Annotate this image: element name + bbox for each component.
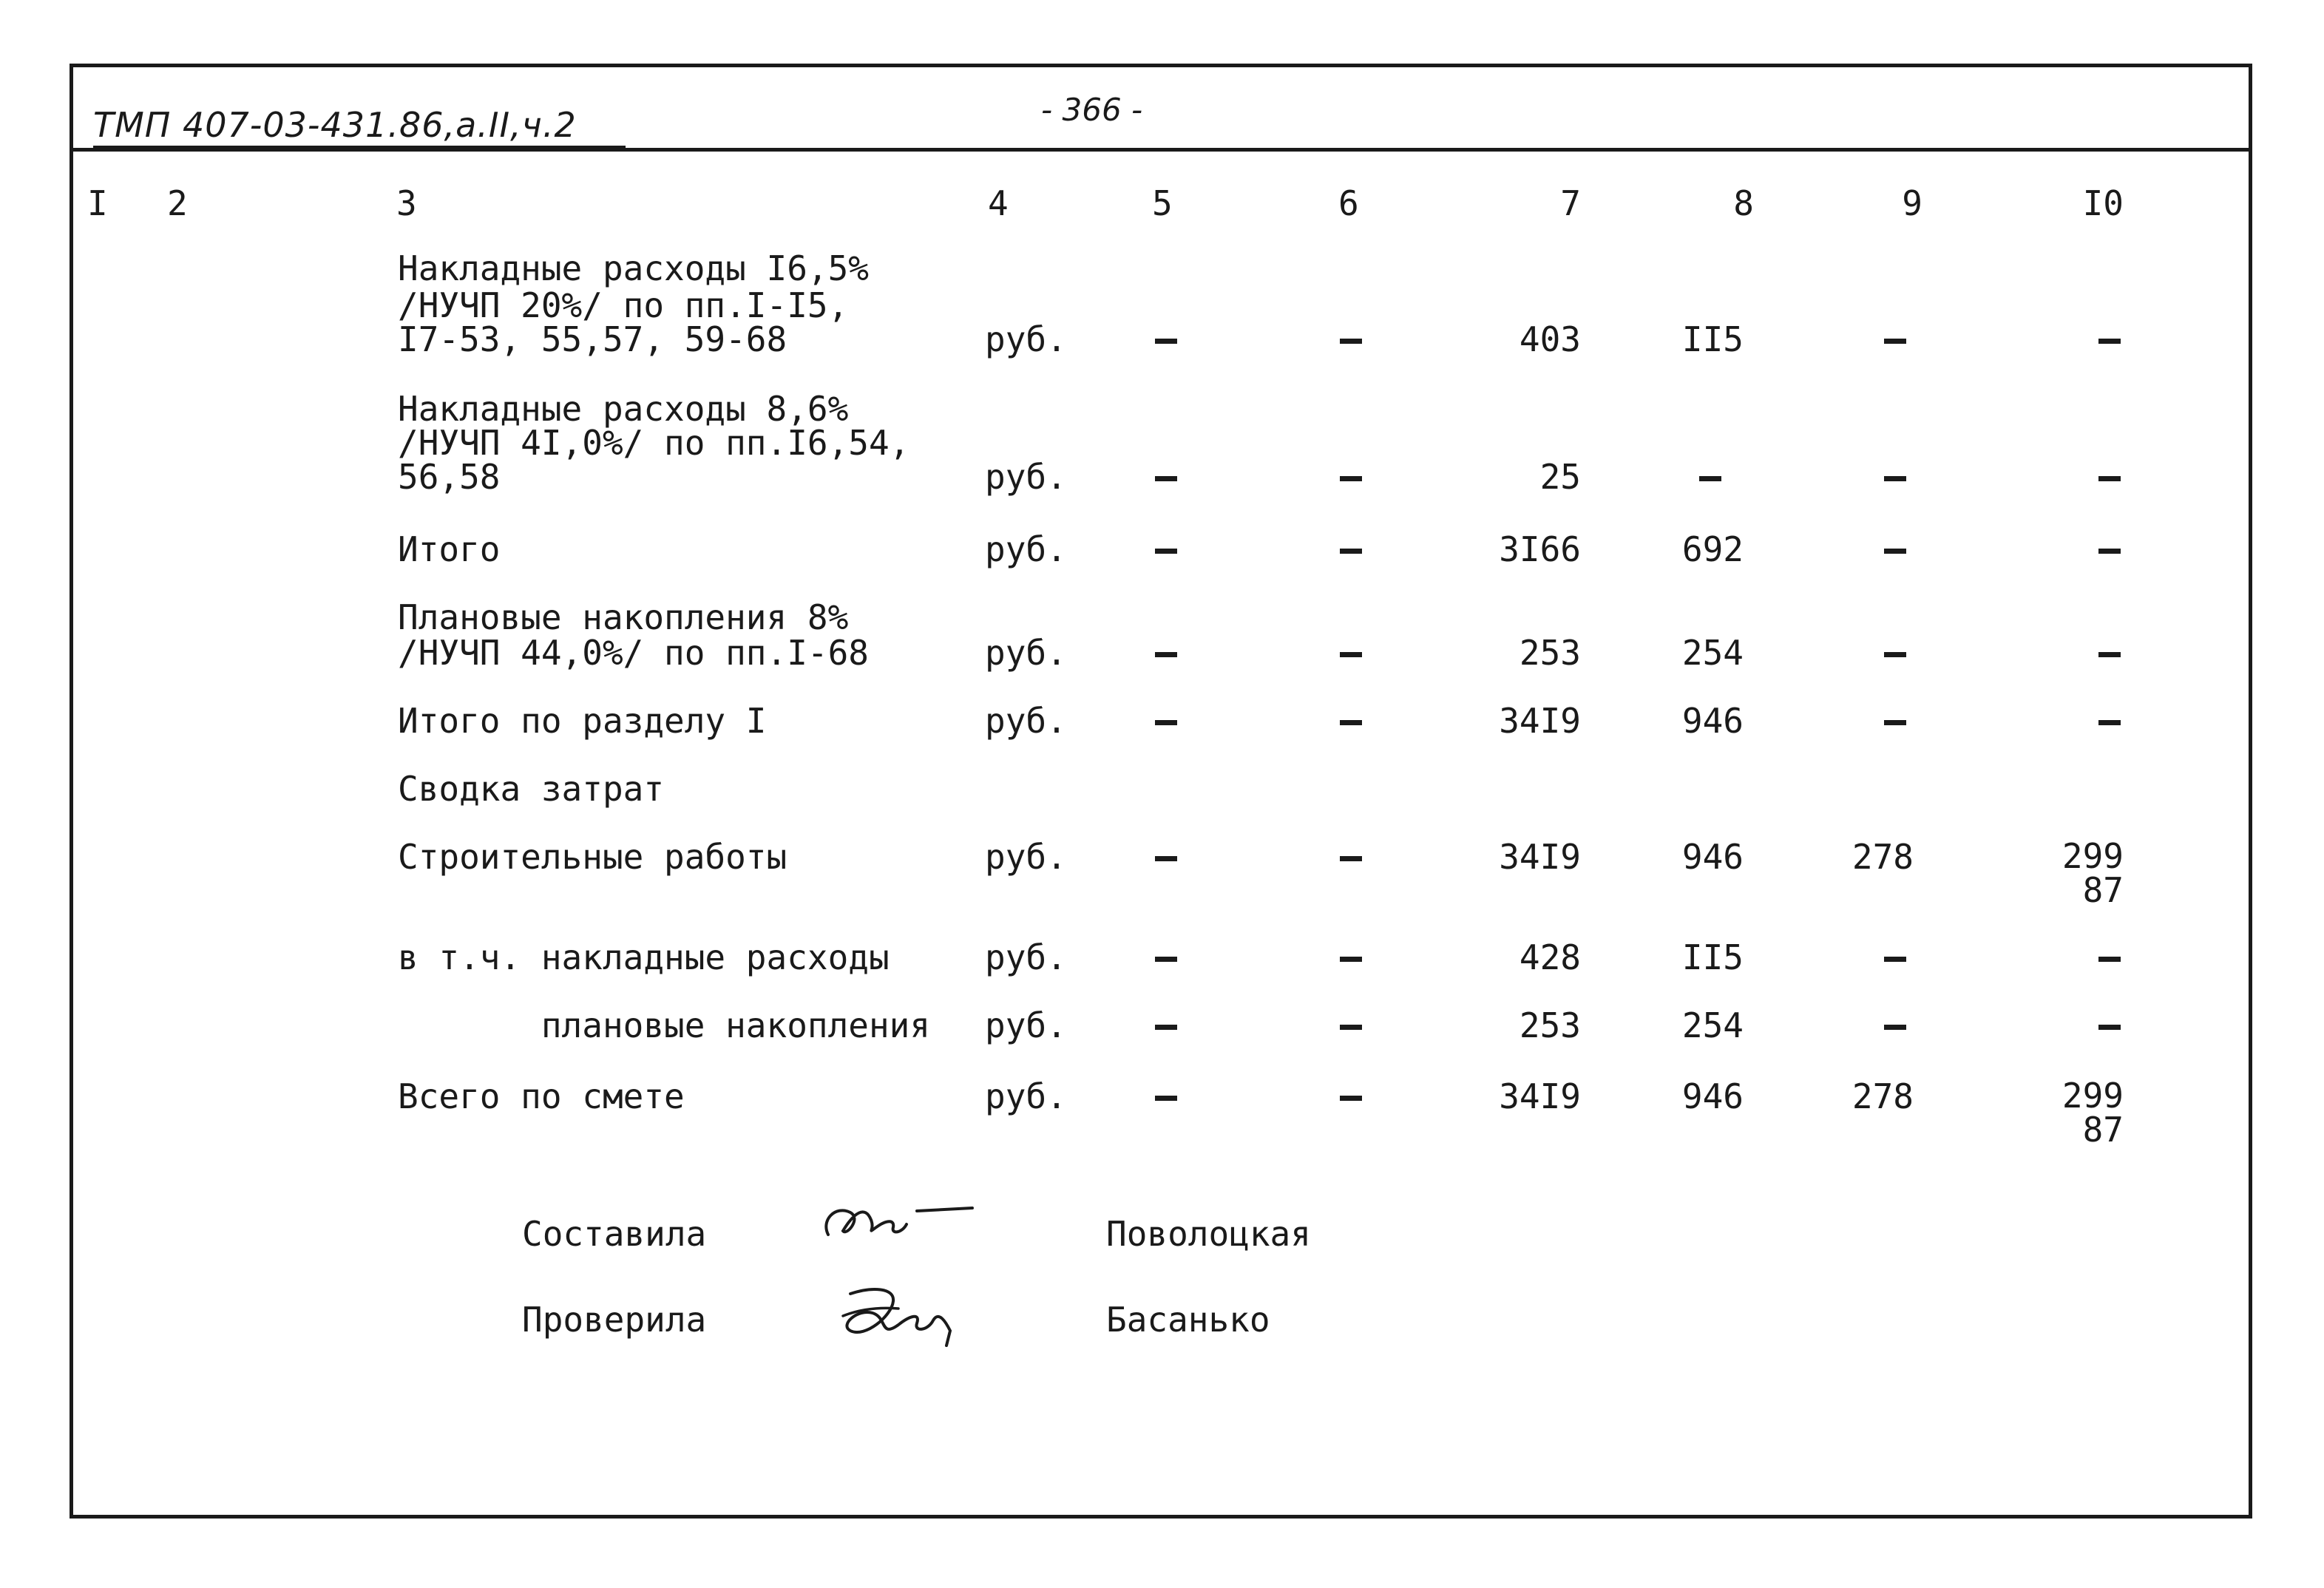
row-dash	[2098, 720, 2121, 725]
row-dash	[1155, 1025, 1177, 1030]
row-unit: руб.	[985, 837, 1067, 877]
row-dash	[2098, 476, 2121, 481]
row-dash	[1340, 652, 1362, 657]
row-value-7: 253	[1519, 633, 1581, 673]
section-heading: Сводка затрат	[398, 769, 665, 809]
row-value-7: 428	[1519, 937, 1581, 977]
row-dash	[1155, 720, 1177, 725]
row-dash	[1155, 549, 1177, 554]
row-name-line: Итого по разделу I	[398, 701, 767, 741]
col-header-7: 7	[1560, 183, 1581, 223]
row-dash	[1340, 339, 1362, 344]
row-name-line: в т.ч. накладные расходы	[398, 937, 890, 977]
row-value-9: 278	[1852, 1076, 1914, 1116]
row-unit: руб.	[985, 319, 1067, 359]
row-dash	[1340, 1096, 1362, 1101]
row-dash	[1340, 549, 1362, 554]
row-name-line: Накладные расходы 8,6%	[398, 389, 849, 429]
row-dash	[1155, 652, 1177, 657]
compiled-by-signature	[813, 1190, 983, 1257]
row-value-7: 34I9	[1499, 701, 1581, 741]
row-unit: руб.	[985, 633, 1067, 673]
row-unit: руб.	[985, 1076, 1067, 1116]
header-rule	[70, 148, 2252, 152]
row-unit: руб.	[985, 457, 1067, 497]
row-name-line: Итого	[398, 529, 501, 569]
document-code: ТМП 407-03-431.86,а.II,ч.2	[93, 105, 577, 145]
page-number: - 366 -	[1041, 92, 1143, 128]
row-dash	[1884, 1025, 1906, 1030]
row-value-7: 403	[1519, 319, 1581, 359]
row-value-7: 253	[1519, 1005, 1581, 1045]
row-dash	[2098, 549, 2121, 554]
row-dash	[2098, 652, 2121, 657]
row-dash	[1699, 476, 1721, 481]
row-dash	[1155, 856, 1177, 861]
row-dash	[1884, 339, 1906, 344]
row-unit: руб.	[985, 701, 1067, 741]
col-header-1: I	[87, 183, 108, 223]
row-value-7: 34I9	[1499, 1076, 1581, 1116]
row-value-8: 946	[1681, 1076, 1744, 1116]
compiled-by-label: Составила	[522, 1214, 707, 1254]
row-value-9: 278	[1852, 837, 1914, 877]
row-value-8: 692	[1681, 529, 1744, 569]
row-name-line: /НУЧП 20%/ по пп.I-I5,	[398, 285, 849, 325]
row-dash	[1884, 957, 1906, 962]
col-header-8: 8	[1733, 183, 1754, 223]
row-name-line: плановые накопления	[398, 1005, 931, 1045]
row-dash	[1155, 1096, 1177, 1101]
row-value-8: II5	[1681, 937, 1744, 977]
row-name-line: 56,58	[398, 457, 501, 497]
col-header-2: 2	[167, 183, 188, 223]
row-value-10: 299	[2062, 836, 2124, 876]
row-dash	[1340, 1025, 1362, 1030]
row-dash	[1155, 339, 1177, 344]
row-value-10: 299	[2062, 1076, 2124, 1116]
col-header-5: 5	[1152, 183, 1173, 223]
row-name-line: /НУЧП 4I,0%/ по пп.I6,54,	[398, 423, 910, 463]
row-value-8: II5	[1681, 319, 1744, 359]
row-value-10-sub: 87	[2082, 870, 2124, 910]
row-dash	[1884, 720, 1906, 725]
row-dash	[1155, 476, 1177, 481]
row-name-line: /НУЧП 44,0%/ по пп.I-68	[398, 633, 869, 673]
row-dash	[1340, 720, 1362, 725]
row-name-line: Всего по смете	[398, 1076, 685, 1116]
row-unit: руб.	[985, 1005, 1067, 1045]
row-dash	[1340, 476, 1362, 481]
row-value-8: 254	[1681, 1005, 1744, 1045]
col-header-10: I0	[2082, 183, 2124, 223]
row-value-7: 25	[1539, 457, 1581, 497]
checked-by-name: Басанько	[1106, 1300, 1270, 1340]
row-dash	[1340, 856, 1362, 861]
row-dash	[1884, 549, 1906, 554]
row-name-line: Накладные расходы I6,5%	[398, 248, 869, 288]
checked-by-signature	[828, 1272, 976, 1360]
row-dash	[2098, 1025, 2121, 1030]
row-dash	[1155, 957, 1177, 962]
document-code-underline	[93, 146, 626, 148]
row-dash	[2098, 339, 2121, 344]
row-unit: руб.	[985, 529, 1067, 569]
col-header-9: 9	[1902, 183, 1922, 223]
col-header-4: 4	[988, 183, 1009, 223]
row-value-8: 254	[1681, 633, 1744, 673]
row-dash	[1884, 476, 1906, 481]
row-name-line: Строительные работы	[398, 837, 787, 877]
col-header-6: 6	[1338, 183, 1359, 223]
row-name-line: I7-53, 55,57, 59-68	[398, 319, 787, 359]
row-value-7: 34I9	[1499, 837, 1581, 877]
row-value-7: 3I66	[1499, 529, 1581, 569]
checked-by-label: Проверила	[522, 1300, 707, 1340]
row-dash	[1340, 957, 1362, 962]
row-dash	[2098, 957, 2121, 962]
row-name-line: Плановые накопления 8%	[398, 597, 849, 637]
compiled-by-name: Поволоцкая	[1106, 1214, 1311, 1254]
row-dash	[1884, 652, 1906, 657]
col-header-3: 3	[396, 183, 417, 223]
row-value-8: 946	[1681, 837, 1744, 877]
row-value-10-sub: 87	[2082, 1110, 2124, 1150]
row-unit: руб.	[985, 937, 1067, 977]
row-value-8: 946	[1681, 701, 1744, 741]
